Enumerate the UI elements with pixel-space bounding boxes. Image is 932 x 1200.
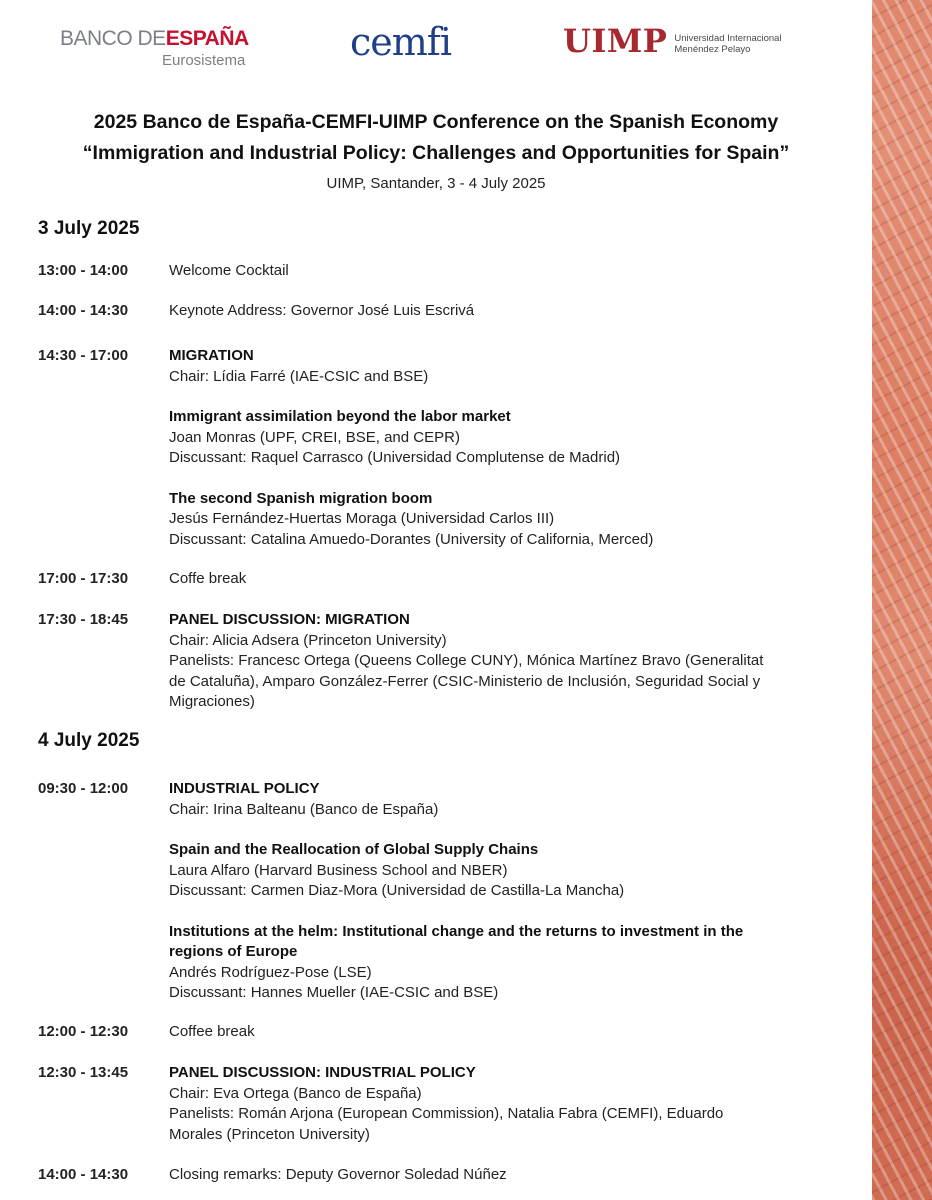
bde-logo-text: BANCO DE — [60, 27, 166, 50]
decorative-side-stripe — [872, 0, 932, 1200]
paper-discussant: Discussant: Hannes Mueller (IAE-CSIC and BSE) — [169, 984, 499, 1001]
slot-time: 17:00 - 17:30 — [38, 570, 129, 587]
session-panelists: Morales (Princeton University) — [169, 1125, 370, 1143]
paper-title: Spain and the Reallocation of Global Supply Chains — [169, 841, 539, 858]
conference-title: 2025 Banco de España-CEMFI-UIMP Conference on the Spanish Economy — [93, 111, 779, 133]
session-title: INDUSTRIAL POLICY — [169, 780, 320, 797]
slot-time: 14:00 - 14:30 — [38, 302, 129, 319]
session-title: PANEL DISCUSSION: INDUSTRIAL POLICY — [169, 1064, 476, 1081]
uimp-caption-line2: Menéndez Pelayo — [674, 44, 751, 55]
slot-text: Coffee break — [169, 1023, 255, 1040]
session-chair: Chair: Lídia Farré (IAE-CSIC and BSE) — [169, 367, 429, 385]
day-heading: 4 July 2025 — [38, 730, 140, 751]
day-heading: 3 July 2025 — [38, 218, 140, 239]
session-title: MIGRATION — [169, 347, 254, 364]
uimp-logo — [563, 22, 782, 60]
paper-discussant: Discussant: Raquel Carrasco (Universidad Complutense de Madrid) — [169, 449, 621, 466]
slot-time: 13:00 - 14:00 — [38, 262, 129, 279]
cemfi-logo: cemfi — [350, 20, 452, 64]
paper-title: Immigrant assimilation beyond the labor market — [169, 408, 511, 425]
slot-time: 12:30 - 13:45 — [38, 1064, 129, 1081]
session-panelists: de Cataluña), Amparo González-Ferrer (CSIC-Ministerio de Inclusión, Seguridad Social y — [169, 672, 761, 690]
slot-time: 17:30 - 18:45 — [38, 611, 129, 628]
bde-logo-subtitle: Eurosistema — [162, 52, 246, 69]
slot-text: Welcome Cocktail — [169, 262, 289, 279]
uimp-caption-line1: Universidad Internacional — [674, 33, 782, 44]
session-panelists: Panelists: Francesc Ortega (Queens College CUNY), Mónica Martínez Bravo (Generalitat — [169, 652, 764, 669]
slot-text: Coffe break — [169, 570, 247, 587]
paper-author: Andrés Rodríguez-Pose (LSE) — [169, 963, 372, 981]
paper-title: Institutions at the helm: Institutional change and the returns to investment in the — [169, 922, 744, 940]
conference-venue: UIMP, Santander, 3 - 4 July 2025 — [326, 175, 546, 192]
slot-time: 12:00 - 12:30 — [38, 1023, 129, 1040]
conference-subtitle: “Immigration and Industrial Policy: Challenges and Opportunities for Spain” — [82, 142, 790, 164]
uimp-logo-letters: UIMP — [563, 22, 668, 60]
session-title: PANEL DISCUSSION: MIGRATION — [169, 611, 410, 628]
session-chair: Chair: Eva Ortega (Banco de España) — [169, 1084, 422, 1102]
session-chair: Chair: Irina Balteanu (Banco de España) — [169, 800, 439, 818]
slot-text: Keynote Address: Governor José Luis Escrivá — [169, 302, 475, 319]
paper-title: The second Spanish migration boom — [169, 489, 433, 507]
paper-discussant: Discussant: Carmen Diaz-Mora (Universidad de Castilla-La Mancha) — [169, 882, 625, 899]
uimp-logo-caption — [674, 33, 781, 55]
bde-logo-text-red: ESPAÑA — [165, 27, 249, 50]
slot-text: Closing remarks: Deputy Governor Soledad Núñez — [169, 1166, 507, 1183]
paper-title: regions of Europe — [169, 943, 298, 960]
paper-discussant: Discussant: Catalina Amuedo-Dorantes (University of California, Merced) — [169, 530, 654, 548]
slot-time: 09:30 - 12:00 — [38, 780, 129, 797]
session-panelists: Panelists: Román Arjona (European Commission), Natalia Fabra (CEMFI), Eduardo — [169, 1105, 724, 1122]
paper-author: Laura Alfaro (Harvard Business School and NBER) — [169, 861, 508, 879]
paper-author: Jesús Fernández-Huertas Moraga (Universidad Carlos III) — [169, 510, 555, 527]
slot-time: 14:30 - 17:00 — [38, 347, 129, 364]
slot-time: 14:00 - 14:30 — [38, 1166, 129, 1183]
session-chair: Chair: Alicia Adsera (Princeton University) — [169, 631, 447, 649]
paper-author: Joan Monras (UPF, CREI, BSE, and CEPR) — [169, 428, 460, 446]
banco-de-espana-logo — [60, 28, 249, 69]
logo-bar — [0, 18, 872, 78]
session-panelists: Migraciones) — [169, 693, 255, 710]
